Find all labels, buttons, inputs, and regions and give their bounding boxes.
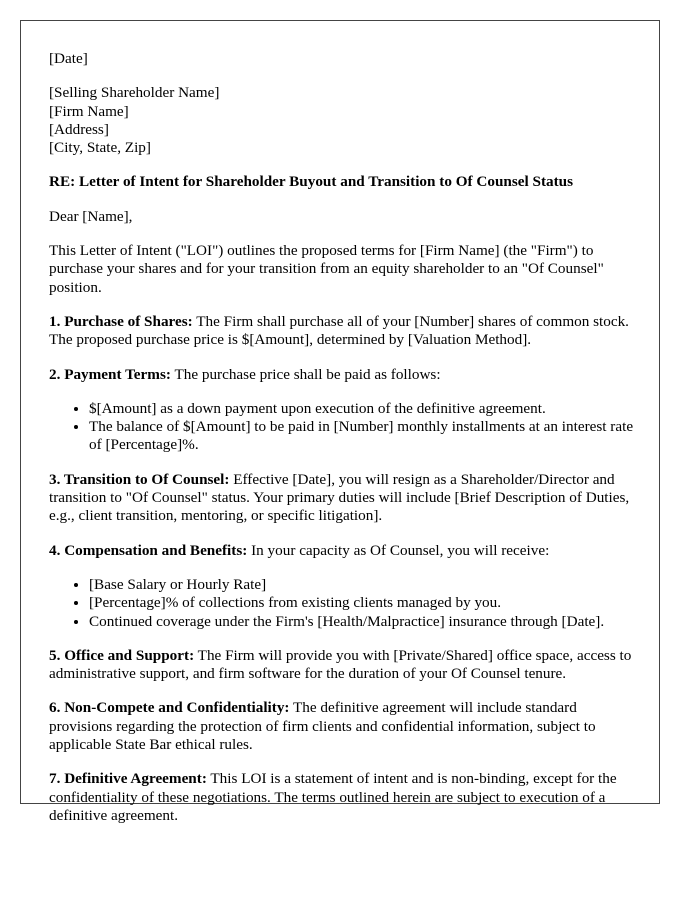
- section-heading: 3. Transition to Of Counsel:: [49, 470, 230, 488]
- section-text: In your capacity as Of Counsel, you will receive:: [247, 541, 550, 559]
- section-office-support: [49, 647, 639, 684]
- section-definitive-agreement: [49, 770, 639, 825]
- section-heading: 4. Compensation and Benefits:: [49, 541, 248, 559]
- letter-body: [49, 50, 639, 841]
- recipient-address-block: [49, 84, 639, 157]
- salutation: Dear [Name],: [49, 207, 133, 225]
- section-text: The Firm will provide you with [Private/Shared] office space, access to administrative support, and firm software for the duration of your Of Counsel tenure.: [49, 646, 632, 683]
- section-compensation-benefits: [49, 542, 639, 560]
- letter-page: [20, 20, 660, 824]
- section-transition-of-counsel: [49, 471, 639, 526]
- list-item: • $[Amount] as a down payment upon execution of the definitive agreement.: [89, 400, 639, 418]
- recipient-city: [City, State, Zip]: [49, 139, 151, 157]
- section-heading: 6. Non-Compete and Confidentiality:: [49, 699, 290, 717]
- list-item: • The balance of $[Amount] to be paid in [Number] monthly installments at an interest rate of [Percentage]%.: [89, 418, 639, 455]
- section-heading: 7. Definitive Agreement:: [49, 770, 207, 788]
- recipient-name: [Selling Shareholder Name]: [49, 84, 220, 102]
- compensation-list: [49, 576, 639, 631]
- list-item: • Continued coverage under the Firm's [Health/Malpractice] insurance through [Date].: [89, 613, 639, 631]
- section-text: Effective [Date], you will resign as a Shareholder/Director and transition to "Of Counsel" status. Your primary duties will include [Brief Description of Duties, e.g., client transition, mentoring, or specific litigation].: [49, 470, 630, 525]
- payment-terms-list: [49, 400, 639, 455]
- letter-date: [Date]: [49, 50, 88, 67]
- section-text: The definitive agreement will include standard provisions regarding the protection of firm clients and confidential information, subject to applicable State Bar ethical rules.: [49, 699, 596, 754]
- recipient-firm: [Firm Name]: [49, 102, 129, 120]
- list-item: • [Percentage]% of collections from existing clients managed by you.: [89, 594, 639, 612]
- section-text: The purchase price shall be paid as follows:: [170, 365, 441, 383]
- section-heading: 2. Payment Terms:: [49, 365, 171, 383]
- intro-paragraph: This Letter of Intent ("LOI") outlines the proposed terms for [Firm Name] (the "Firm") to purchase your shares and for your transition from an equity shareholder to an "Of Counsel" position.: [49, 242, 604, 296]
- section-text: This LOI is a statement of intent and is non-binding, except for the confidentiality of these negotiations. The terms outlined herein are subject to execution of a definitive agreement.: [49, 770, 617, 824]
- list-item: • [Base Salary or Hourly Rate]: [89, 576, 639, 594]
- recipient-address: [Address]: [49, 120, 109, 138]
- subject-line: RE: Letter of Intent for Shareholder Buyout and Transition to Of Counsel Status: [49, 173, 574, 191]
- section-non-compete: [49, 699, 639, 754]
- section-heading: 1. Purchase of Shares:: [49, 312, 193, 330]
- section-payment-terms: [49, 366, 639, 384]
- section-text: The Firm shall purchase all of your [Number] shares of common stock. The proposed purchase price is $[Amount], determined by [Valuation Method].: [49, 312, 629, 349]
- section-purchase-of-shares: [49, 313, 639, 350]
- section-heading: 5. Office and Support:: [49, 646, 195, 664]
